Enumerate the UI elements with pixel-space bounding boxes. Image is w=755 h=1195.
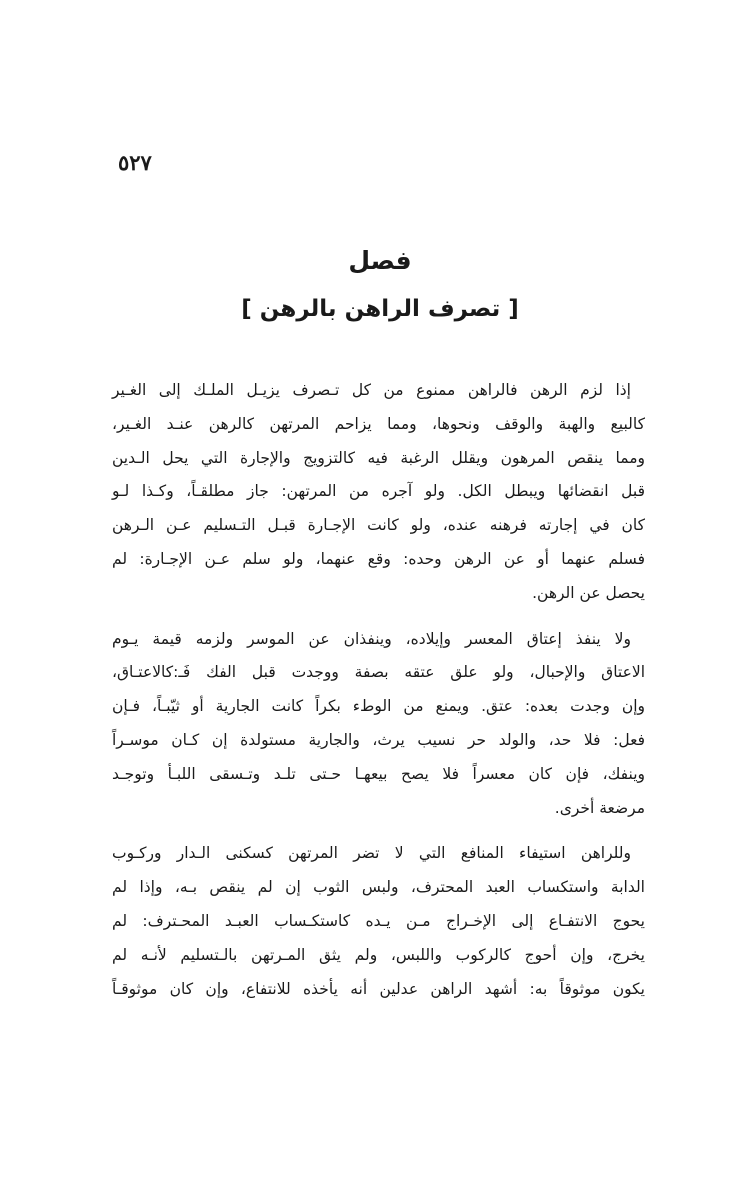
body-text bbox=[112, 374, 645, 1018]
text-line: فسلم عنهما أو عن الرهن وحده: وقع عنهما، ولو سلم عـن الإجـارة: لم bbox=[112, 549, 645, 568]
text-line: كالبيع والهبة والوقف ونحوها، ومما يزاحم المرتهن كالرهن عنـد الغـير، bbox=[112, 414, 645, 433]
text-line: ولا ينفذ إعتاق المعسر وإيلاده، وينفذان عن الموسر ولزمه قيمة يـوم bbox=[112, 629, 631, 648]
text-line: وللراهن استيفاء المنافع التي لا تضر المرتهن كسكنى الـدار وركـوب bbox=[112, 844, 631, 863]
text-line: الاعتاق والإحبال، ولو علق عتقه بصفة ووجدت قبل الفك فَـ:كالاعتـاق، bbox=[112, 663, 645, 682]
text-line: يحصل عن الرهن. bbox=[532, 583, 645, 602]
chapter-title: فصل bbox=[348, 246, 412, 275]
text-line: وينفك، فإن كان معسراً فلا يصح بيعهـا حـتى تلـد وتـسقى اللبـأ وتوجـد bbox=[112, 764, 645, 783]
paragraph-1 bbox=[112, 374, 645, 611]
section-title: [ تصرف الراهن بالرهن ] bbox=[241, 296, 519, 322]
text-line: ومما ينقص المرهون ويقلل الرغبة فيه كالتزويج والإجارة التي يحل الـدين bbox=[112, 448, 645, 467]
paragraph-2 bbox=[112, 623, 645, 826]
text-line: إذا لزم الرهن فالراهن ممنوع من كل تـصرف يزيـل الملـك إلى الغـير bbox=[112, 381, 631, 399]
text-line: الدابة واستكساب العبد المحترف، ولبس الثوب إن لم ينقص بـه، وإذا لم bbox=[112, 878, 645, 897]
text-line: يحوج الانتفـاع إلى الإخـراج مـن يـده كاستكـساب العبـد المحـترف: لم bbox=[112, 911, 645, 930]
text-line: كان في إجارته فرهنه عنده، ولو كانت الإجـارة قبـل التـسليم عـن الـرهن bbox=[112, 516, 645, 535]
text-line: مرضعة أخرى. bbox=[554, 798, 645, 817]
text-line: يكون موثوقاً به: أشهد الراهن عدلين أنه يأخذه للانتفاع، وإن كان موثوقـاً bbox=[112, 979, 645, 998]
text-line: فعل: فلا حد، والولد حر نسيب يرث، والجارية مستولدة إن كـان موسـراً bbox=[112, 730, 645, 749]
text-line: قبل انقضائها ويبطل الكل. ولو آجره من المرتهن: جاز مطلقـاً، وكـذا لـو bbox=[112, 482, 645, 501]
paragraph-3 bbox=[112, 837, 645, 1006]
text-line: وإن وجدت بعده: عتق. ويمنع من الوطء بكراً كانت الجارية أو ثيّبـاً، فـإن bbox=[112, 697, 645, 716]
text-line: يخرج، وإن أحوج كالركوب واللبس، ولم يثق المـرتهن بالـتسليم لأنـه لم bbox=[112, 945, 645, 964]
page-number: ٥٢٧ bbox=[118, 150, 152, 175]
